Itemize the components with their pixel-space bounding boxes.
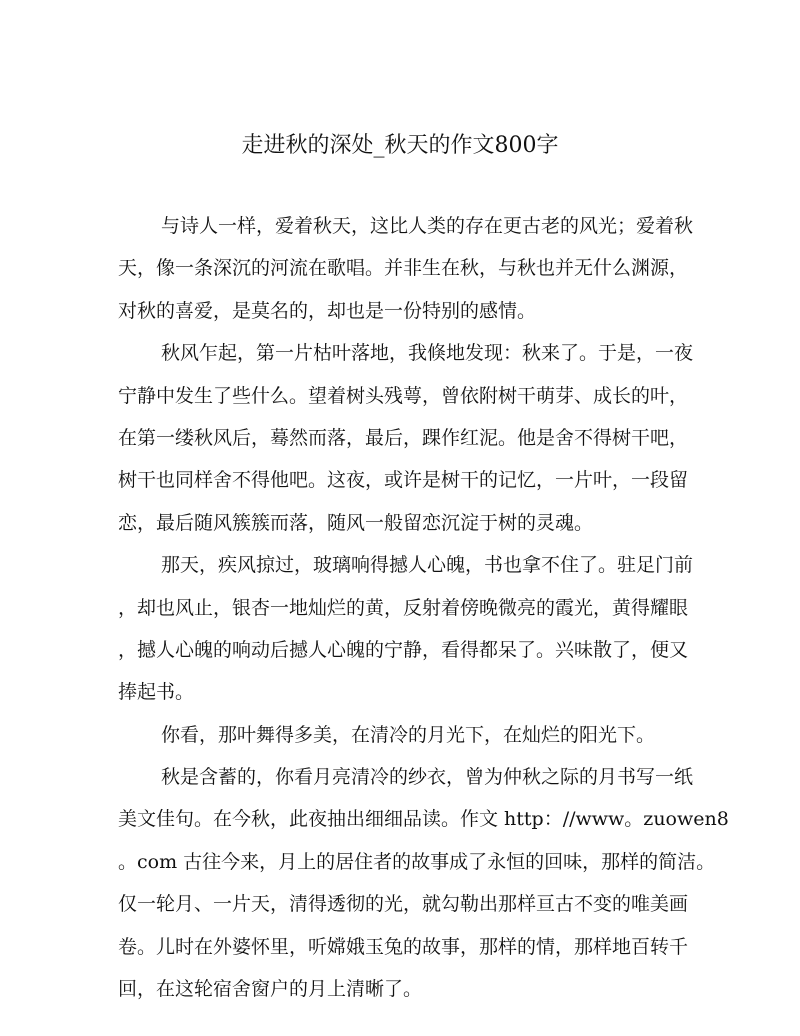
paragraph-line: 秋是含蓄的，你看月亮清冷的纱衣，曾为仲秋之际的月书写一纸 bbox=[161, 766, 694, 789]
paragraph-line: 仅一轮月、一片天，清得透彻的光，就勾勒出那样亘古不变的唯美画 bbox=[118, 893, 689, 916]
paragraph-line: 天，像一条深沉的河流在歌唱。并非生在秋，与秋也并无什么渊源， bbox=[118, 257, 689, 280]
paragraph-line: 。com 古往今来，月上的居住者的故事成了永恒的回味，那样的简洁。 bbox=[118, 850, 716, 873]
paragraph-line: 秋风乍起，第一片枯叶落地，我倏地发现：秋来了。于是，一夜 bbox=[161, 342, 694, 365]
paragraph-line: 恋，最后随风簇簇而落，随风一般留恋沉淀于树的灵魂。 bbox=[118, 511, 594, 534]
paragraph-line: 捧起书。 bbox=[118, 681, 195, 704]
document-title: 走进秋的深处_秋天的作文800字 bbox=[241, 133, 559, 158]
paragraph-line: 与诗人一样，爱着秋天，这比人类的存在更古老的风光；爱着秋 bbox=[161, 215, 694, 237]
paragraph-line: 在第一缕秋风后，蓦然而落，最后，踝作红泥。他是舍不得树干吧， bbox=[118, 426, 689, 449]
paragraph-line: 卷。儿时在外婆怀里，听嫦娥玉兔的故事，那样的情，那样地百转千 bbox=[118, 935, 689, 958]
paragraph-line: 你看，那叶舞得多美，在清冷的月光下，在灿烂的阳光下。 bbox=[161, 723, 656, 746]
paragraph-line: 宁静中发生了些什么。望着树头残萼，曾依附树干萌芽、成长的叶， bbox=[118, 384, 689, 407]
paragraph-line: ，撼人心魄的响动后撼人心魄的宁静，看得都呆了。兴味散了，便又 bbox=[118, 638, 689, 661]
paragraph-line: 树干也同样舍不得他吧。这夜，或许是树干的记忆，一片叶，一段留 bbox=[118, 469, 689, 492]
paragraph-line: 对秋的喜爱，是莫名的，却也是一份特别的感情。 bbox=[118, 299, 537, 322]
paragraph-line: ，却也风止，银杏一地灿烂的黄，反射着傍晚微亮的霞光，黄得耀眼 bbox=[118, 596, 689, 619]
paragraph-line: 那天，疾风掠过，玻璃响得撼人心魄，书也拿不住了。驻足门前 bbox=[161, 554, 694, 577]
paragraph-line: 回，在这轮宿舍窗户的月上清晰了。 bbox=[118, 978, 423, 1001]
document-body bbox=[118, 205, 729, 1010]
paragraph-line: 美文佳句。在今秋，此夜抽出细细品读。作文 http：//www。zuowen8 bbox=[118, 808, 729, 831]
